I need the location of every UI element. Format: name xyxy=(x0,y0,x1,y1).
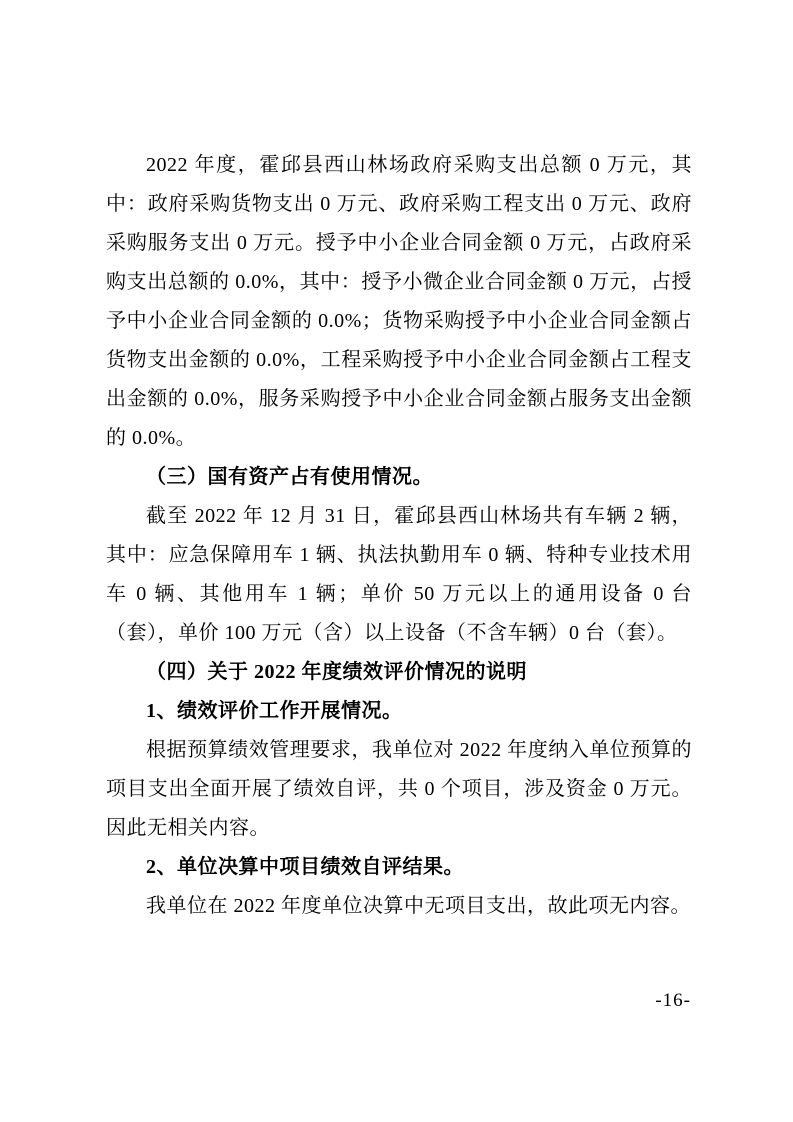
page-number: -16- xyxy=(655,990,691,1011)
paragraph-vehicles-equipment: 截至 2022 年 12 月 31 日，霍邱县西山林场共有车辆 2 辆，其中：应急保障用车 1 辆、执法执勤用车 0 辆、特种专业技术用车 0 辆、其他用车 1 辆；单价 50 万元以上的通用设备 0 台（套），单价 100 万元（含）以上设备（不含车辆）0 台（套）。 xyxy=(106,505,692,644)
paragraph-government-procurement: 2022 年度，霍邱县西山林场政府采购支出总额 0 万元，其中：政府采购货物支出 0 万元、政府采购工程支出 0 万元、政府采购服务支出 0 万元。授予中小企业合同金额 0 万元，占政府采购支出总额的 0.0%，其中：授予小微企业合同金额 0 万元，占授予中小企业合同金额的 0.0%；货物采购授予中小企业合同金额占货物支出金额的 0.0%，工程采购授予中小企业合同金额占工程支出金额的 0.0%，服务采购授予中小企业合同金额占服务支出金额的 0.0%。 xyxy=(106,154,692,449)
heading-section-3-state-assets: （三）国有资产占有使用情况。 xyxy=(146,466,433,488)
heading-subsection-2-project-results: 2、单位决算中项目绩效自评结果。 xyxy=(146,856,464,878)
paragraph-no-project-expenditure: 我单位在 2022 年度单位决算中无项目支出，故此项无内容。 xyxy=(146,895,691,917)
paragraph-performance-self-evaluation: 根据预算绩效管理要求，我单位对 2022 年度纳入单位预算的项目支出全面开展了绩效自评，共 0 个项目，涉及资金 0 万元。因此无相关内容。 xyxy=(106,739,692,839)
heading-subsection-1-performance-work: 1、绩效评价工作开展情况。 xyxy=(146,700,403,722)
heading-section-4-performance-evaluation: （四）关于 2022 年度绩效评价情况的说明 xyxy=(146,661,527,683)
